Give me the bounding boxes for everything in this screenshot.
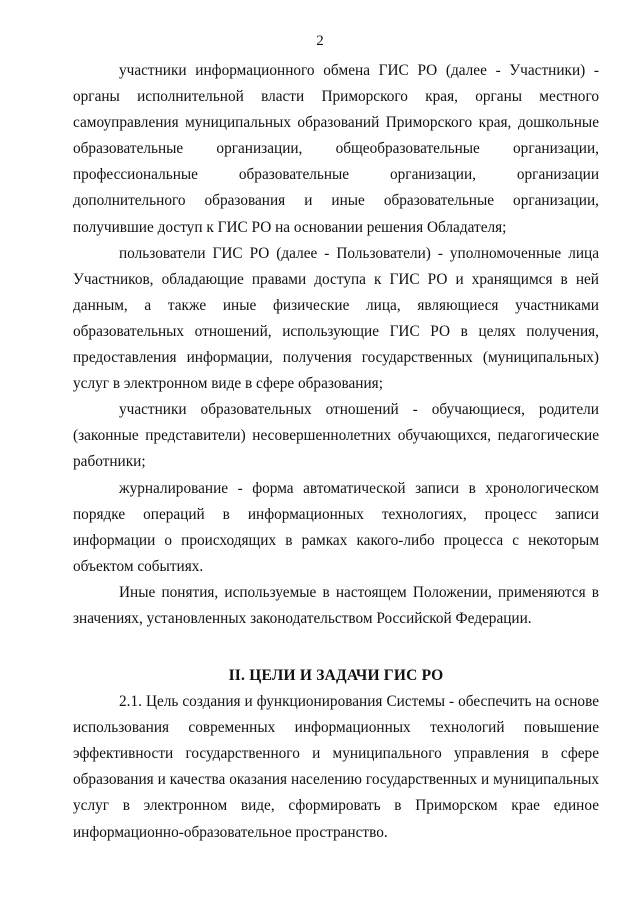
- section-heading: II. ЦЕЛИ И ЗАДАЧИ ГИС РО: [228, 667, 444, 685]
- page-number: 2: [316, 33, 324, 49]
- document-body: [73, 58, 599, 846]
- paragraph-participants: участники информационного обмена ГИС РО (далее - Участники) - органы исполнительной власти Приморского края, органы местного самоуправления муниципальных образований Приморского края, дошкольные образовательные организации, общеобразовательные организации, профессиональные образовательные организации, организации дополнительного образования и иные образовательные организации, получившие доступ к ГИС РО на основании решения Обладателя;: [73, 62, 599, 236]
- paragraph-education-participants: участники образовательных отношений - обучающиеся, родители (законные представители) несовершеннолетних обучающихся, педагогические работники;: [73, 401, 599, 471]
- paragraph-goal: 2.1. Цель создания и функционирования Системы - обеспечить на основе использования современных информационных технологий повышение эффективности государственного и муниципального управления в сфере образования и качества оказания населению государственных и муниципальных услуг в электронном виде, сформировать в Приморском крае единое информационно-образовательное пространство.: [73, 693, 599, 841]
- paragraph-users: пользователи ГИС РО (далее - Пользователи) - уполномоченные лица Участников, обладающие правами доступа к ГИС РО и хранящимся в ней данным, а также иные физические лица, являющиеся участниками образовательных отношений, использующие ГИС РО в целях получения, предоставления информации, получения государственных (муниципальных) услуг в электронном виде в сфере образования;: [73, 244, 599, 393]
- paragraph-journaling: журналирование - форма автоматической записи в хронологическом порядке операций в информационных технологиях, процесс записи информации о происходящих в рамках какого-либо процесса с некоторым объектом событиях.: [73, 479, 599, 575]
- paragraph-other-terms: Иные понятия, используемые в настоящем Положении, применяются в значениях, установленных законодательством Российской Федерации.: [73, 583, 599, 627]
